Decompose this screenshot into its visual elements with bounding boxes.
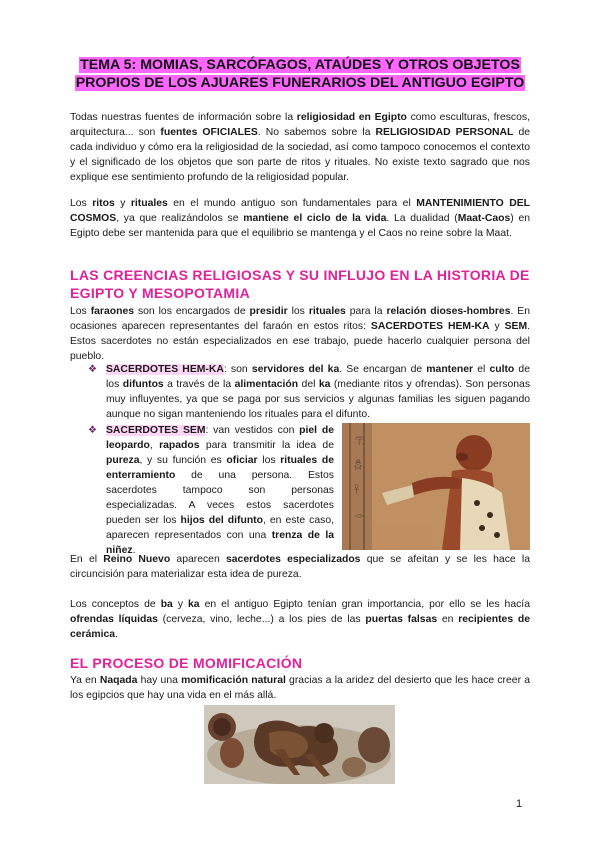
text: En el xyxy=(70,554,104,565)
bold-text: relación dioses-hombres xyxy=(386,306,511,317)
title-line-1: TEMA 5: MOMIAS, SARCÓFAGOS, ATAÚDES Y OTROS OBJETOS xyxy=(80,57,520,73)
bold-text: culto xyxy=(489,364,515,375)
bullet-hem-ka xyxy=(106,362,530,422)
bold-text: ka xyxy=(318,379,331,390)
bold-text: RELIGIOSIDAD PERSONAL xyxy=(375,127,514,138)
reino-nuevo-paragraph xyxy=(70,552,530,582)
bold-text: Maat-Caos xyxy=(457,213,511,224)
bold-text: rapados xyxy=(159,440,200,451)
text: Los xyxy=(70,306,91,317)
text: . No sabemos sobre la xyxy=(257,127,376,138)
bold-text: sacerdotes especializados xyxy=(226,554,361,565)
heading-line-2: EGIPTO Y MESOPOTAMIA xyxy=(70,285,250,301)
text: de cada individuo y cómo era la religiosidad de la sociedad, así como tampoco conocemos el contexto y el significado de los objetos que son parte de ritos y rituales. No existe texto sagrado que nos explique ese sentimiento profundo de la religiosidad popular. xyxy=(70,127,531,183)
text: (cerveza, vino, leche...) a los pies de las xyxy=(157,614,366,625)
text: . La dualidad ( xyxy=(386,213,458,224)
bold-text: Naqada xyxy=(99,675,138,686)
svg-text:𓋹: 𓋹 xyxy=(354,485,360,495)
bold-text: MANTENIMIENTO DEL COSMOS xyxy=(70,198,531,224)
bullet-sem xyxy=(106,423,334,558)
diamond-bullet-icon: ❖ xyxy=(88,425,97,436)
text: Ya en xyxy=(70,675,100,686)
text: hay una xyxy=(137,675,182,686)
text: en el antiguo Egipto tenían gran importancia, por ello se les hacía xyxy=(199,599,530,610)
text: . En ocasiones aparecen representantes del faraón en estos ritos: xyxy=(70,306,531,332)
bold-text: difuntos xyxy=(122,379,164,390)
page-number: 1 xyxy=(516,798,523,810)
bold-text: servidores del ka xyxy=(251,364,340,375)
text: para transmitir la idea de xyxy=(199,440,334,451)
bold-text: presidir xyxy=(249,306,288,317)
bold-text: Reino Nuevo xyxy=(103,554,171,565)
text: . xyxy=(132,545,136,556)
bold-text: ritos xyxy=(92,198,115,209)
text: Los xyxy=(70,198,93,209)
bold-text: mantiene el ciclo de la vida xyxy=(243,213,387,224)
bold-text: rituales xyxy=(308,306,346,317)
text: gracias a la aridez del desierto que les hace creer a los egipcios que hay una vida en el más allá. xyxy=(70,675,530,701)
text: de los xyxy=(106,364,530,390)
text: los xyxy=(257,455,281,466)
bold-text: SACERDOTES HEM-KA xyxy=(370,321,490,332)
bold-text: puertas falsas xyxy=(365,614,438,625)
text: . Se encargan de xyxy=(339,364,427,375)
naqada-paragraph xyxy=(70,673,530,703)
text: , ya que realizándolos se xyxy=(116,213,244,224)
text: Los conceptos de xyxy=(70,599,161,610)
bold-text: oficiar xyxy=(226,455,258,466)
text: como esculturas, frescos, arquitectura... son xyxy=(70,112,530,138)
intro-paragraph xyxy=(70,110,530,185)
text: Todas nuestras fuentes de información sobre la xyxy=(70,112,297,123)
bold-text: rituales xyxy=(130,198,168,209)
text: son los encargados de xyxy=(134,306,250,317)
text: ) en Egipto debe ser mantenida para que el equilibrio se mantenga y el Caos no reine sobre la Maat. xyxy=(70,213,531,239)
bold-text: recipientes de cerámica xyxy=(70,614,530,640)
text: . Estos sacerdotes no están especializados en ese trabajo, puede hacerlo cualquier persona del pueblo. xyxy=(70,321,530,362)
bold-text: alimentación xyxy=(234,379,299,390)
bold-text: ba xyxy=(160,599,173,610)
bold-text: momificación natural xyxy=(181,675,286,686)
bold-text: fuentes OFICIALES xyxy=(160,127,258,138)
text: , y su función es xyxy=(139,455,227,466)
bold-text: faraones xyxy=(90,306,135,317)
text: que se afeitan y se les hace la circuncisión para materializar esta idea de pureza. xyxy=(70,554,530,580)
text: en xyxy=(437,614,459,625)
svg-text:𓆣: 𓆣 xyxy=(354,460,363,470)
bold-text: SEM xyxy=(504,321,528,332)
text: . xyxy=(115,629,118,640)
bold-text: religiosidad en Egipto xyxy=(296,112,407,123)
text: los xyxy=(287,306,309,317)
faraones-paragraph xyxy=(70,304,530,364)
bold-text: trenza de la niñez xyxy=(106,530,334,556)
heading-line-1: LAS CREENCIAS RELIGIOSAS Y SU INFLUJO EN LA HISTORIA DE xyxy=(70,267,530,283)
text: , xyxy=(149,440,160,451)
svg-text:𓂀: 𓂀 xyxy=(354,435,366,445)
bold-text: rituales de enterramiento xyxy=(106,455,334,481)
bold-text: piel de leopardo xyxy=(106,425,334,451)
text: : van vestidos con xyxy=(205,425,300,436)
bold-text: ka xyxy=(188,599,200,610)
text: y xyxy=(489,321,505,332)
text: y xyxy=(172,599,189,610)
title-line-2: PROPIOS DE LOS AJUARES FUNERARIOS DEL ANTIGUO EGIPTO xyxy=(75,75,525,91)
section-heading-creencias xyxy=(70,266,530,302)
text: aparecen xyxy=(170,554,226,565)
bold-text: mantener xyxy=(426,364,474,375)
text: : son xyxy=(223,364,252,375)
bold-text: SACERDOTES SEM xyxy=(106,425,206,436)
text: en el mundo antiguo son fundamentales para el xyxy=(167,198,417,209)
text: a través de la xyxy=(163,379,235,390)
natural-mummy-image xyxy=(204,705,395,784)
bold-text: ofrendas líquidas xyxy=(70,614,158,625)
section-heading-momificacion: EL PROCESO DE MOMIFICACIÓN xyxy=(70,655,303,671)
text: de una persona. Estos sacerdotes tampoco son personas especializadas. A veces estos sacerdotes pueden ser los xyxy=(106,470,334,526)
bold-text: SACERDOTES HEM-KA xyxy=(106,364,224,375)
ritos-paragraph xyxy=(70,196,530,241)
text: (mediante ritos y ofrendas). Son personas muy influyentes, ya que se paga por sus servicios y algunas familias les siguen pagando aunque no sigan manteniendo los rituales para el difunto. xyxy=(106,379,531,420)
bold-text: hijos del difunto xyxy=(180,515,263,526)
text: para la xyxy=(345,306,387,317)
text: , en este caso, aparecen representados con una xyxy=(106,515,334,541)
bold-text: pureza xyxy=(106,455,140,466)
svg-text:𓁹: 𓁹 xyxy=(354,510,366,520)
text: y xyxy=(114,198,131,209)
priest-fresco-image xyxy=(342,423,530,550)
ba-ka-paragraph xyxy=(70,597,530,642)
text: del xyxy=(298,379,319,390)
diamond-bullet-icon: ❖ xyxy=(88,364,97,375)
text: el xyxy=(473,364,490,375)
page-title xyxy=(70,56,530,92)
